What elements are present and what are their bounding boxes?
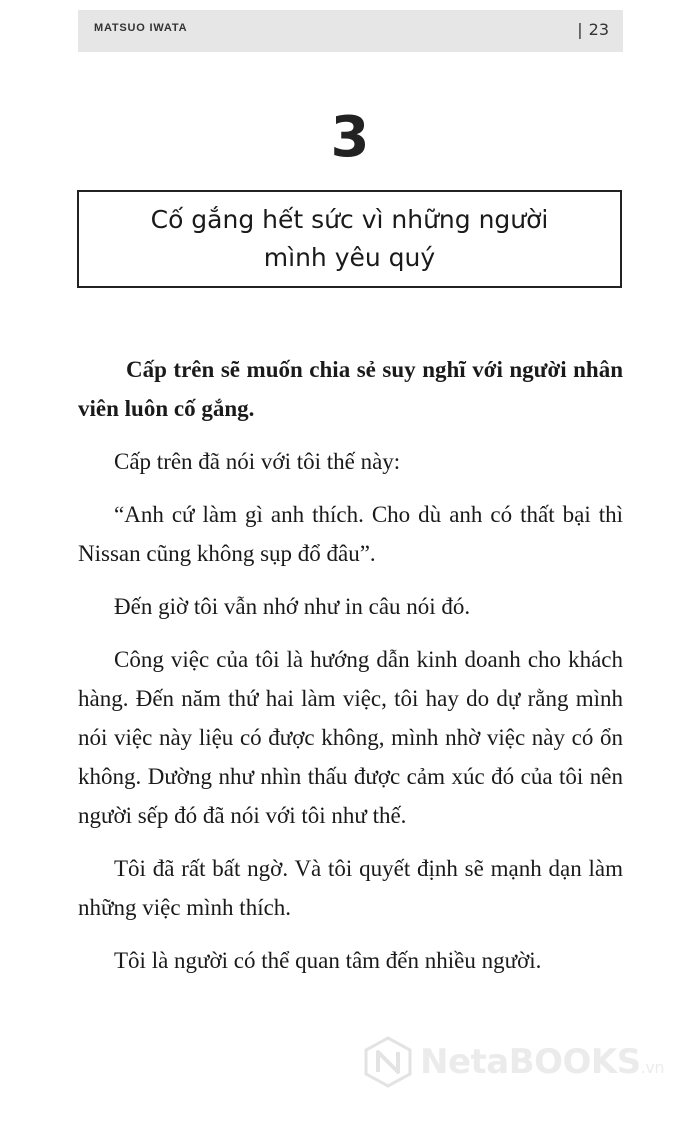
paragraph: Đến giờ tôi vẫn nhớ như in câu nói đó. <box>114 594 471 619</box>
author-name: MATSUO IWATA <box>94 22 188 34</box>
paragraph: “Anh cứ làm gì anh thích. Cho dù anh có thất bại thì Nissan cũng không sụp đổ đâu”. <box>78 502 623 566</box>
watermark <box>362 1032 664 1092</box>
lead-paragraph: Cấp trên sẽ muốn chia sẻ suy nghĩ với người nhân viên luôn cố gắng. <box>78 357 623 421</box>
page-number-separator: | <box>577 20 583 39</box>
paragraph: Tôi là người có thể quan tâm đến nhiều người. <box>114 948 542 973</box>
watermark-brand: NetaBOOKS.vn <box>420 1042 664 1082</box>
page-number-group <box>577 20 609 39</box>
page-number: 23 <box>588 20 609 39</box>
body-text <box>78 350 623 994</box>
chapter-title: Cố gắng hết sức vì những người mình yêu quý <box>150 205 549 272</box>
paragraph: Tôi đã rất bất ngờ. Và tôi quyết định sẽ mạnh dạn làm những việc mình thích. <box>78 856 623 920</box>
running-header <box>78 10 623 52</box>
watermark-suffix: .vn <box>640 1058 664 1077</box>
paragraph: Công việc của tôi là hướng dẫn kinh doanh cho khách hàng. Đến năm thứ hai làm việc, tôi hay do dự rằng mình nói việc này liệu có được không, mình nhờ việc này có ổn không. Dường như nhìn thấu được cảm xúc đó của tôi nên người sếp đó đã nói với tôi như thế. <box>78 647 623 828</box>
netabooks-logo-icon <box>362 1036 414 1088</box>
chapter-number: 3 <box>330 105 370 170</box>
paragraph: Cấp trên đã nói với tôi thế này: <box>114 449 401 474</box>
chapter-title-box <box>77 190 622 288</box>
